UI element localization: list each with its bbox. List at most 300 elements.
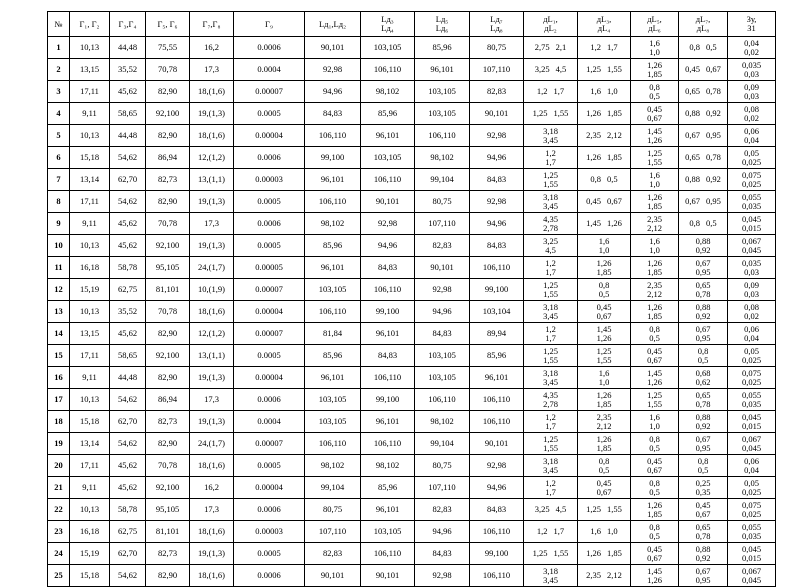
pair-cell	[728, 147, 776, 169]
cell-value: 1,85	[647, 68, 662, 79]
row-number: 5	[48, 125, 70, 147]
cell-value: 1,7	[545, 156, 556, 167]
table-cell: 92,98	[470, 191, 524, 213]
table-cell: 16,18	[70, 257, 110, 279]
pair-cell	[728, 477, 776, 499]
table-cell: 103,105	[415, 81, 470, 103]
cell-value: 1,26	[647, 257, 662, 268]
cell-value: 1,55	[553, 548, 569, 558]
cell-value: 0,025	[741, 178, 762, 189]
row-number: 16	[48, 367, 70, 389]
table-cell: 106,110	[361, 169, 415, 191]
table-cell: 9,11	[70, 213, 110, 235]
pair-cell	[728, 499, 776, 521]
column-header-line: Г₉	[265, 18, 273, 29]
pair-cell	[631, 37, 679, 59]
cell-value: 0,025	[741, 354, 762, 365]
cell-value: 2,78	[543, 222, 558, 233]
table-row	[48, 169, 776, 191]
cell-value: 0,67	[647, 112, 662, 123]
cell-value-pair	[590, 87, 617, 96]
pair-cell	[524, 169, 578, 191]
table-cell: 62,75	[110, 521, 146, 543]
cell-value: 1,7	[545, 420, 556, 431]
table-cell: 15,19	[70, 279, 110, 301]
cell-value: 2,35	[586, 130, 601, 140]
table-cell: 92,100	[146, 345, 190, 367]
cell-value: 1,55	[543, 354, 558, 365]
table-cell: 44,48	[110, 367, 146, 389]
pair-cell	[631, 191, 679, 213]
cell-value: 0,08	[744, 301, 759, 312]
cell-value-pair	[533, 109, 569, 118]
cell-value: 0,8	[598, 455, 610, 466]
pair-cell	[578, 411, 631, 433]
table-body	[48, 37, 776, 587]
cell-value: 0,62	[695, 376, 711, 387]
cell-value: 1,2	[590, 42, 601, 52]
pair-cell	[679, 565, 728, 587]
cell-value: 0,95	[706, 196, 721, 206]
cell-value-pair	[685, 175, 721, 184]
pair-cell	[679, 411, 728, 433]
cell-value: 1,85	[647, 310, 662, 321]
cell-value: 3,18	[543, 367, 558, 378]
table-cell: 84,83	[415, 543, 470, 565]
table-cell: 44,48	[110, 37, 146, 59]
row-number: 9	[48, 213, 70, 235]
cell-value: 1,0	[649, 46, 660, 57]
table-cell: 103,105	[305, 389, 361, 411]
cell-value: 0,67	[695, 323, 711, 334]
row-number: 6	[48, 147, 70, 169]
cell-value: 0,8	[697, 455, 709, 466]
table-cell: 106,110	[470, 521, 524, 543]
cell-value: 0,8	[649, 81, 660, 92]
cell-value: 0,45	[586, 196, 601, 206]
column-header	[110, 12, 146, 37]
table-cell: 54,62	[110, 433, 146, 455]
pair-cell	[524, 345, 578, 367]
table-cell: 96,101	[415, 59, 470, 81]
cell-value: 1,85	[596, 442, 612, 453]
pair-cell	[524, 125, 578, 147]
table-cell: 98,102	[361, 81, 415, 103]
pair-cell	[679, 521, 728, 543]
pair-cell	[524, 543, 578, 565]
table-cell: 103,105	[415, 367, 470, 389]
table-cell: 70,78	[146, 301, 190, 323]
cell-value: 0,035	[741, 59, 762, 70]
cell-value: 0,045	[741, 411, 762, 422]
table-cell: 10,13	[70, 125, 110, 147]
table-cell: 58,65	[110, 103, 146, 125]
cell-value: 0,65	[695, 279, 711, 290]
table-cell: 92,98	[415, 565, 470, 587]
pair-cell	[524, 103, 578, 125]
pair-cell	[631, 323, 679, 345]
cell-value: 3,25	[543, 235, 558, 246]
table-cell: 94,96	[305, 81, 361, 103]
cell-value: 0,88	[695, 235, 711, 246]
cell-value: 0,045	[741, 574, 762, 585]
table-cell: 24,(1,7)	[190, 257, 234, 279]
cell-value-pair	[685, 153, 721, 162]
cell-value: 0,92	[695, 244, 711, 255]
table-cell: 81,101	[146, 521, 190, 543]
cell-value: 0,25	[695, 477, 711, 488]
table-cell: 85,96	[470, 345, 524, 367]
pair-cell	[524, 301, 578, 323]
table-cell: 0.0005	[234, 103, 305, 125]
cell-value: 1,45	[586, 218, 601, 228]
cell-value-pair	[685, 65, 721, 74]
cell-value: 1,6	[649, 411, 660, 422]
cell-value: 1,85	[596, 266, 612, 277]
pair-cell	[631, 279, 679, 301]
table-cell: 54,62	[110, 191, 146, 213]
cell-value-pair	[685, 109, 721, 118]
table-row	[48, 279, 776, 301]
cell-value: 1,26	[596, 332, 612, 343]
table-row	[48, 521, 776, 543]
cell-value: 0,5	[697, 354, 709, 365]
table-cell: 98,102	[305, 213, 361, 235]
pair-cell	[578, 521, 631, 543]
table-cell: 90,101	[361, 191, 415, 213]
cell-value: 1,25	[586, 504, 601, 514]
table-cell: 82,90	[146, 433, 190, 455]
table-cell: 86,94	[146, 147, 190, 169]
table-cell: 45,62	[110, 235, 146, 257]
row-number: 2	[48, 59, 70, 81]
table-cell: 84,83	[470, 499, 524, 521]
pair-cell	[578, 257, 631, 279]
table-cell: 0.0005	[234, 235, 305, 257]
table-cell: 84,83	[361, 345, 415, 367]
cell-value: 0,025	[741, 508, 762, 519]
table-cell: 0.0005	[234, 543, 305, 565]
cell-value: 0,8	[649, 433, 660, 444]
cell-value: 0,035	[741, 530, 762, 541]
table-cell: 45,62	[110, 213, 146, 235]
cell-value: 2,12	[596, 420, 612, 431]
pair-cell	[728, 411, 776, 433]
cell-value: 0,88	[685, 108, 700, 118]
pair-cell	[578, 169, 631, 191]
table-cell: 96,101	[470, 367, 524, 389]
cell-value: 0,03	[744, 288, 759, 299]
column-header-line: Lд₆	[435, 23, 449, 33]
cell-value: 3,45	[543, 134, 558, 145]
cell-value: 0,015	[741, 552, 762, 563]
table-cell: 103,105	[415, 345, 470, 367]
pair-cell	[679, 169, 728, 191]
cell-value: 1,25	[596, 345, 612, 356]
cell-value: 0,68	[695, 367, 711, 378]
table-cell: 10,13	[70, 37, 110, 59]
table-cell: 58,65	[110, 345, 146, 367]
table-cell: 84,83	[415, 323, 470, 345]
cell-value: 0,5	[706, 42, 717, 52]
cell-value: 1,7	[545, 332, 556, 343]
cell-value: 2,35	[596, 411, 612, 422]
pair-cell	[679, 455, 728, 477]
table-cell: 0.00003	[234, 169, 305, 191]
pair-cell	[631, 411, 679, 433]
pair-cell	[578, 279, 631, 301]
pair-cell	[524, 59, 578, 81]
cell-value: 1,6	[649, 235, 660, 246]
table-cell: 58,78	[110, 257, 146, 279]
cell-value: 1,26	[647, 574, 662, 585]
cell-value: 0,06	[744, 455, 759, 466]
table-cell: 106,110	[470, 257, 524, 279]
table-cell: 99,100	[361, 301, 415, 323]
table-cell: 94,96	[470, 147, 524, 169]
pair-cell	[578, 565, 631, 587]
row-number: 25	[48, 565, 70, 587]
table-cell: 85,96	[305, 345, 361, 367]
pair-cell	[679, 103, 728, 125]
pair-cell	[679, 257, 728, 279]
table-cell: 103,105	[415, 103, 470, 125]
table-row	[48, 455, 776, 477]
table-cell: 86,94	[146, 389, 190, 411]
cell-value: 1,85	[607, 548, 622, 558]
cell-value: 0,02	[744, 46, 759, 57]
table-cell: 10,13	[70, 301, 110, 323]
cell-value: 1,25	[647, 147, 662, 158]
cell-value: 0,075	[741, 499, 762, 510]
table-cell: 106,110	[361, 433, 415, 455]
table-row	[48, 213, 776, 235]
cell-value: 0,5	[598, 288, 610, 299]
cell-value: 1,25	[532, 548, 548, 558]
table-cell: 9,11	[70, 367, 110, 389]
cell-value: 1,25	[543, 345, 558, 356]
row-number: 17	[48, 389, 70, 411]
table-cell: 80,75	[305, 499, 361, 521]
cell-value: 0,03	[744, 68, 759, 79]
table-cell: 10,(1,9)	[190, 279, 234, 301]
table-cell: 0.0006	[234, 37, 305, 59]
cell-value: 1,7	[553, 86, 565, 96]
pair-cell	[728, 81, 776, 103]
cell-value: 0,67	[647, 354, 662, 365]
column-header-line: №	[54, 18, 63, 29]
table-cell: 95,105	[146, 499, 190, 521]
table-cell: 82,73	[146, 411, 190, 433]
table-cell: 92,100	[146, 477, 190, 499]
column-header	[631, 12, 679, 37]
cell-value-pair	[535, 65, 567, 74]
cell-value: 0,95	[695, 574, 711, 585]
cell-value: 0,045	[741, 442, 762, 453]
cell-value: 1,0	[598, 244, 610, 255]
pair-cell	[631, 235, 679, 257]
cell-value: 0,95	[695, 332, 711, 343]
cell-value: 0,035	[741, 398, 762, 409]
table-cell: 99,100	[470, 543, 524, 565]
pair-cell	[631, 389, 679, 411]
cell-value: 0,05	[744, 147, 759, 158]
cell-value: 3,18	[543, 565, 558, 576]
table-cell: 82,83	[415, 235, 470, 257]
table-cell: 84,83	[305, 103, 361, 125]
cell-value: 1,55	[596, 354, 612, 365]
table-cell: 85,96	[361, 103, 415, 125]
cell-value: 1,6	[590, 86, 601, 96]
pair-cell	[578, 543, 631, 565]
header-row	[48, 12, 776, 37]
table-cell: 103,105	[305, 411, 361, 433]
cell-value: 0,09	[744, 279, 759, 290]
table-cell: 98,102	[361, 455, 415, 477]
cell-value: 0,92	[706, 174, 721, 184]
table-cell: 0.0005	[234, 191, 305, 213]
table-cell: 0.0006	[234, 147, 305, 169]
table-cell: 35,52	[110, 59, 146, 81]
table-cell: 10,13	[70, 389, 110, 411]
cell-value: 0,045	[741, 213, 762, 224]
pair-cell	[631, 103, 679, 125]
cell-value: 1,85	[596, 398, 612, 409]
pair-cell	[679, 301, 728, 323]
table-cell: 107,110	[415, 477, 470, 499]
table-row	[48, 147, 776, 169]
cell-value: 0,067	[741, 235, 762, 246]
table-cell: 94,96	[415, 301, 470, 323]
pair-cell	[728, 543, 776, 565]
cell-value: 3,18	[543, 191, 558, 202]
cell-value: 1,25	[543, 169, 558, 180]
pair-cell	[679, 323, 728, 345]
cell-value: 0,5	[649, 530, 660, 541]
cell-value: 0,67	[695, 257, 711, 268]
cell-value: 2,1	[555, 42, 567, 52]
cell-value: 1,55	[647, 398, 662, 409]
cell-value-pair	[586, 571, 622, 580]
table-cell: 45,62	[110, 323, 146, 345]
column-header	[190, 12, 234, 37]
column-header-line: дL₅,	[647, 14, 662, 24]
cell-value: 0,045	[741, 543, 762, 554]
column-header-line: Зу,	[746, 14, 757, 24]
cell-value: 0,45	[685, 64, 700, 74]
table-cell: 16,2	[190, 477, 234, 499]
table-cell: 0.00005	[234, 257, 305, 279]
table-cell: 103,104	[470, 301, 524, 323]
cell-value-pair	[586, 109, 622, 118]
table-cell: 17,3	[190, 213, 234, 235]
column-header-line: Г₅, Г₆	[157, 18, 178, 29]
table-cell: 84,83	[361, 257, 415, 279]
table-cell: 94,96	[470, 477, 524, 499]
cell-value: 1,26	[586, 108, 601, 118]
cell-value: 0,67	[596, 486, 612, 497]
table-cell: 9,11	[70, 477, 110, 499]
pair-cell	[631, 147, 679, 169]
table-cell: 82,90	[146, 191, 190, 213]
table-row	[48, 301, 776, 323]
cell-value: 0,03	[744, 266, 759, 277]
table-cell: 54,62	[110, 389, 146, 411]
column-header	[578, 12, 631, 37]
table-cell: 17,3	[190, 389, 234, 411]
cell-value: 1,85	[647, 508, 662, 519]
cell-value: 0,78	[695, 288, 711, 299]
cell-value: 1,0	[649, 178, 660, 189]
cell-value: 0,025	[741, 376, 762, 387]
cell-value-pair	[685, 131, 721, 140]
table-cell: 45,62	[110, 477, 146, 499]
cell-value: 0,45	[647, 543, 662, 554]
table-cell: 96,101	[361, 125, 415, 147]
table-row	[48, 323, 776, 345]
table-cell: 82,90	[146, 565, 190, 587]
column-header-line: дL₆	[648, 23, 661, 33]
table-cell: 82,83	[470, 81, 524, 103]
table-cell: 10,13	[70, 235, 110, 257]
table-cell: 45,62	[110, 81, 146, 103]
row-number: 21	[48, 477, 70, 499]
column-header-line: дL₈	[696, 23, 710, 33]
table-cell: 16,18	[70, 521, 110, 543]
row-number: 11	[48, 257, 70, 279]
pair-cell	[728, 345, 776, 367]
cell-value: 1,0	[607, 86, 618, 96]
row-number: 14	[48, 323, 70, 345]
cell-value: 1,6	[598, 367, 610, 378]
cell-value: 0,08	[744, 103, 759, 114]
cell-value: 0,92	[695, 310, 711, 321]
cell-value: 0,02	[744, 310, 759, 321]
cell-value: 1,25	[543, 279, 558, 290]
cell-value-pair	[535, 505, 567, 514]
pair-cell	[728, 191, 776, 213]
cell-value: 0,45	[695, 499, 711, 510]
pair-cell	[578, 81, 631, 103]
table-row	[48, 389, 776, 411]
table-cell: 0.00007	[234, 323, 305, 345]
table-row	[48, 235, 776, 257]
table-cell: 106,110	[361, 543, 415, 565]
cell-value-pair	[689, 219, 716, 228]
row-number: 1	[48, 37, 70, 59]
table-cell: 0.0004	[234, 411, 305, 433]
table-cell: 0.00007	[234, 81, 305, 103]
table-cell: 0.00004	[234, 477, 305, 499]
cell-value: 0,055	[741, 389, 762, 400]
table-cell: 18,(1,6)	[190, 455, 234, 477]
row-number: 18	[48, 411, 70, 433]
table-cell: 90,101	[470, 103, 524, 125]
table-cell: 103,105	[361, 521, 415, 543]
row-number: 19	[48, 433, 70, 455]
cell-value: 0,45	[647, 103, 662, 114]
pair-cell	[728, 257, 776, 279]
table-cell: 96,101	[361, 323, 415, 345]
cell-value: 0,88	[695, 301, 711, 312]
cell-value: 0,95	[706, 130, 721, 140]
column-header	[146, 12, 190, 37]
row-number: 7	[48, 169, 70, 191]
table-cell: 107,110	[305, 521, 361, 543]
pair-cell	[679, 477, 728, 499]
cell-value: 1,26	[596, 257, 612, 268]
row-number: 22	[48, 499, 70, 521]
